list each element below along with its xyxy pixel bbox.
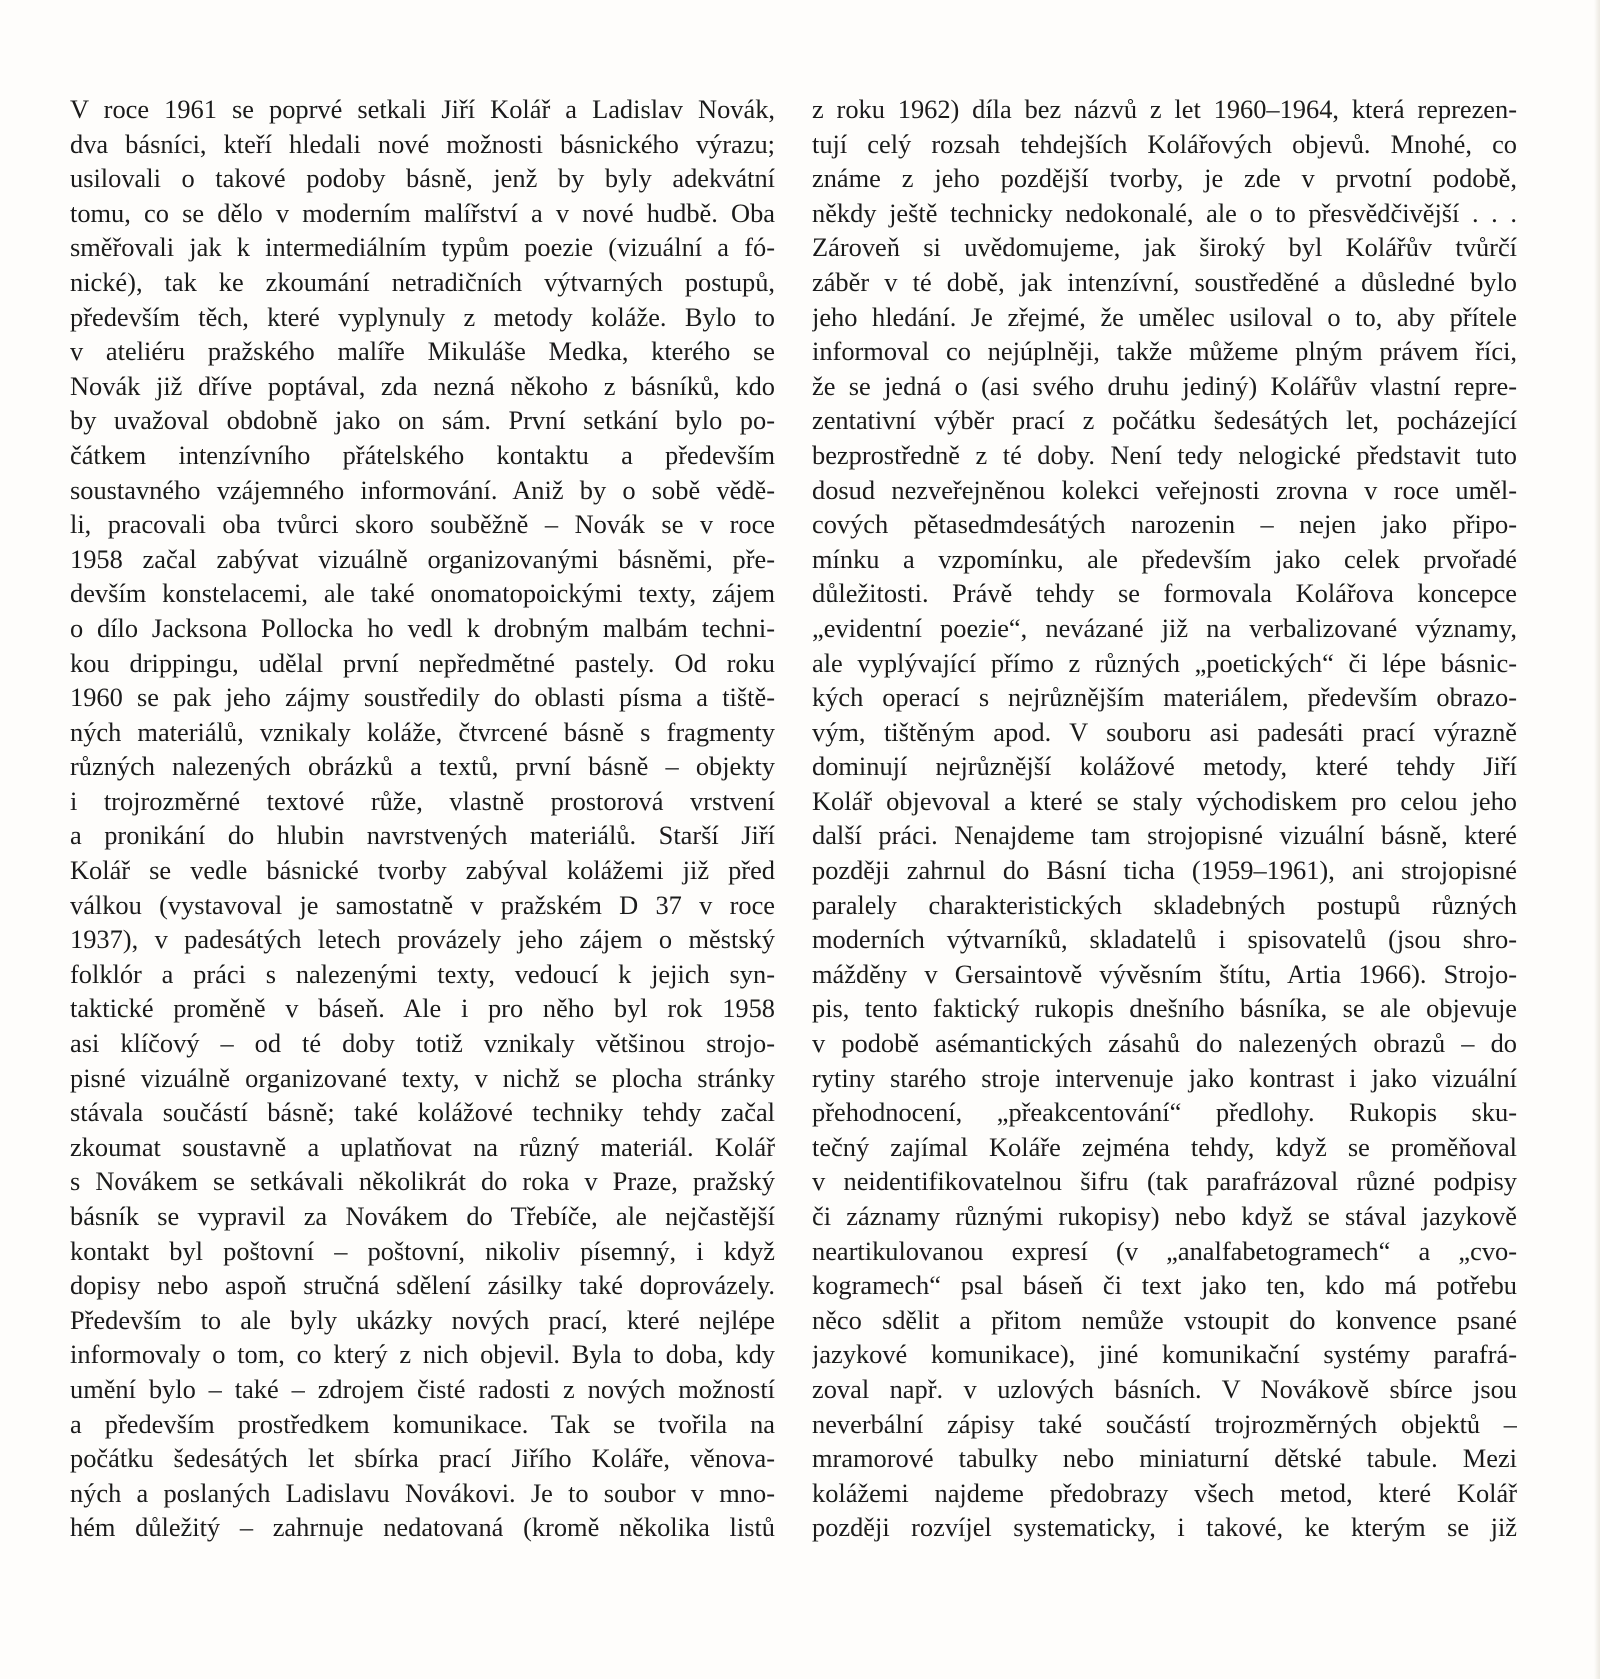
text-line: vým, tištěným apod. V souboru asi padesáti prací výrazně [812, 716, 1517, 747]
text-line: pis, tento faktický rukopis dnešního básníka, se ale objevuje [812, 993, 1517, 1024]
text-line: informovaly o tom, co který z nich objevil. Byla to doba, kdy [70, 1339, 775, 1370]
text-line: tují celý rozsah tehdejších Kolářových objevů. Mnohé, co [812, 128, 1517, 159]
text-line: Zároveň si uvědomujeme, jak široký byl Kolářův tvůrčí [812, 232, 1517, 263]
text-line: válkou (vystavoval je samostatně v pražském D 37 v roce [70, 889, 775, 920]
text-line: usilovali o takové podoby básně, jenž by byly adekvátní [70, 163, 775, 194]
text-line: „evidentní poezie“, nevázané již na verbalizované významy, [812, 612, 1517, 643]
text-line: ných materiálů, vznikaly koláže, čtvrcené básně s fragmenty [70, 716, 775, 747]
text-line: devším konstelacemi, ale také onomatopoickými texty, zájem [70, 578, 775, 609]
text-column-left [70, 92, 775, 1545]
text-line: neverbální zápisy také součástí trojrozměrných objektů – [812, 1408, 1517, 1439]
text-line: asi klíčový – od té doby totiž vznikaly většinou strojo- [70, 1028, 775, 1059]
text-line: umění bylo – také – zdrojem čisté radosti z nových možností [70, 1373, 775, 1404]
text-line: Kolář se vedle básnické tvorby zabýval kolážemi již před [70, 855, 775, 886]
text-line: dominují nejrůznější kolážové metody, které tehdy Jiří [812, 751, 1517, 782]
text-line: později zahrnul do Básní ticha (1959–1961), ani strojopisné [812, 855, 1517, 886]
page-edge-shadow [1594, 0, 1600, 1679]
text-line: nické), tak ke zkoumání netradičních výtvarných postupů, [70, 266, 775, 297]
text-line: tomu, co se dělo v moderním malířství a v nové hudbě. Oba [70, 197, 775, 228]
text-line: v podobě asémantických zásahů do nalezených obrazů – do [812, 1028, 1517, 1059]
text-line: soustavného vzájemného informování. Aniž by o sobě vědě- [70, 474, 775, 505]
text-line: li, pracovali oba tvůrci skoro souběžně – Novák se v roce [70, 509, 775, 540]
text-line: Především to ale byly ukázky nových prací, které nejlépe [70, 1304, 775, 1335]
text-line: směřovali jak k intermediálním typům poezie (vizuální a fó- [70, 232, 775, 263]
text-line: ale vyplývající přímo z různých „poetických“ či lépe básnic- [812, 647, 1517, 678]
text-line: i trojrozměrné textové růže, vlastně prostorová vrstvení [70, 785, 775, 816]
text-line: různých nalezených obrázků a textů, první básně – objekty [70, 751, 775, 782]
text-line: taktické proměně v báseň. Ale i pro něho byl rok 1958 [70, 993, 775, 1024]
text-line: hém důležitý – zahrnuje nedatovaná (kromě několika listů [70, 1512, 775, 1543]
text-line: v neidentifikovatelnou šifru (tak parafrázoval různé podpisy [812, 1166, 1517, 1197]
text-line: pisné vizuálně organizované texty, v nichž se plocha stránky [70, 1062, 775, 1093]
text-line: Novák již dříve poptával, zda nezná někoho z básníků, kdo [70, 370, 775, 401]
text-line: kou drippingu, udělal první nepředmětné pastely. Od roku [70, 647, 775, 678]
text-line: 1960 se pak jeho zájmy soustředily do oblasti písma a tiště- [70, 682, 775, 713]
text-line: cových pětasedmdesátých narozenin – nejen jako připo- [812, 509, 1517, 540]
text-line: informoval co nejúplněji, takže můžeme plným právem říci, [812, 336, 1517, 367]
text-line: později rozvíjel systematicky, i takové, ke kterým se již [812, 1512, 1517, 1543]
text-line: kolážemi najdeme předobrazy všech metod, které Kolář [812, 1477, 1517, 1508]
text-line: by uvažoval obdobně jako on sám. První setkání bylo po- [70, 405, 775, 436]
text-line: kontakt byl poštovní – poštovní, nikoliv písemný, i když [70, 1235, 775, 1266]
text-line: že se jedná o (asi svého druhu jediný) Kolářův vlastní repre- [812, 370, 1517, 401]
text-line: ných a poslaných Ladislavu Novákovi. Je to soubor v mno- [70, 1477, 775, 1508]
text-line: Kolář objevoval a které se staly východiskem pro celou jeho [812, 785, 1517, 816]
text-line: záběr v té době, jak intenzívní, soustředěné a důsledné bylo [812, 266, 1517, 297]
text-line: paralely charakteristických skladebných postupů různých [812, 889, 1517, 920]
text-line: básník se vypravil za Novákem do Třebíče, ale nejčastější [70, 1201, 775, 1231]
text-line: tečný zajímal Koláře zejména tehdy, když se proměňoval [812, 1131, 1517, 1162]
text-line: z roku 1962) díla bez názvů z let 1960–1964, která reprezen- [812, 94, 1517, 124]
text-line: zkoumat soustavně a uplatňovat na různý materiál. Kolář [70, 1131, 775, 1162]
text-column-right [812, 92, 1517, 1545]
text-line: známe z jeho pozdější tvorby, je zde v prvotní podobě, [812, 163, 1517, 194]
text-line: dosud nezveřejněnou kolekci veřejnosti zrovna v roce uměl- [812, 474, 1517, 505]
text-line: stávala součástí básně; také kolážové techniky tehdy začal [70, 1097, 775, 1128]
text-line: folklór a práci s nalezenými texty, vedoucí k jejich syn- [70, 958, 775, 989]
text-line: dopisy nebo aspoň stručná sdělení zásilky také doprovázely. [70, 1270, 775, 1301]
text-line: něco sdělit a přitom nemůže vstoupit do konvence psané [812, 1304, 1517, 1335]
text-line: či záznamy různými rukopisy) nebo když se stával jazykově [812, 1201, 1517, 1231]
text-line: dva básníci, kteří hledali nové možnosti básnického výrazu; [70, 128, 775, 159]
text-line: zentativní výběr prací z počátku šedesátých let, pocházející [812, 405, 1517, 436]
text-line: mážděny v Gersaintově vývěsním štítu, Artia 1966). Strojo- [812, 958, 1517, 989]
text-line: další práci. Nenajdeme tam strojopisné vizuální básně, které [812, 820, 1517, 851]
text-line: zoval např. v uzlových básních. V Novákově sbírce jsou [812, 1373, 1517, 1404]
text-line: s Novákem se setkávali několikrát do roka v Praze, pražský [70, 1166, 775, 1197]
text-line: moderních výtvarníků, skladatelů i spisovatelů (jsou shro- [812, 924, 1517, 955]
text-line: kých operací s nejrůznějším materiálem, především obrazo- [812, 682, 1517, 713]
text-line: počátku šedesátých let sbírka prací Jiřího Koláře, věnova- [70, 1443, 775, 1474]
text-line: čátkem intenzívního přátelského kontaktu a především [70, 439, 775, 470]
text-line: jeho hledání. Je zřejmé, že umělec usiloval o to, aby přítele [812, 301, 1517, 332]
text-line: a především prostředkem komunikace. Tak se tvořila na [70, 1408, 775, 1439]
text-line: v ateliéru pražského malíře Mikuláše Medka, kterého se [70, 336, 775, 367]
text-line: jazykové komunikace), jiné komunikační systémy parafrá- [812, 1339, 1517, 1370]
text-line: V roce 1961 se poprvé setkali Jiří Kolář a Ladislav Novák, [70, 94, 775, 124]
text-line: o dílo Jacksona Pollocka ho vedl k drobným malbám techni- [70, 612, 775, 643]
text-line: bezprostředně z té doby. Není tedy nelogické představit tuto [812, 439, 1517, 470]
text-line: někdy ještě technicky nedokonalé, ale o to přesvědčivější . . . [812, 197, 1517, 228]
text-line: a pronikání do hlubin navrstvených materiálů. Starší Jiří [70, 820, 775, 851]
text-line: především těch, které vyplynuly z metody koláže. Bylo to [70, 301, 775, 332]
text-line: kogramech“ psal báseň či text jako ten, kdo má potřebu [812, 1270, 1517, 1301]
text-line: důležitosti. Právě tehdy se formovala Kolářova koncepce [812, 578, 1517, 609]
text-line: přehodnocení, „přeakcentování“ předlohy. Rukopis sku- [812, 1097, 1517, 1128]
text-line: rytiny starého stroje intervenuje jako kontrast i jako vizuální [812, 1062, 1517, 1093]
text-line: 1937), v padesátých letech provázely jeho zájem o městský [70, 924, 775, 955]
text-line: mramorové tabulky nebo miniaturní dětské tabule. Mezi [812, 1443, 1517, 1474]
text-line: neartikulovanou expresí (v „analfabetogramech“ a „cvo- [812, 1235, 1517, 1266]
text-line: mínku a vzpomínku, ale především jako celek prvořadé [812, 543, 1517, 574]
text-line: 1958 začal zabývat vizuálně organizovanými básněmi, pře- [70, 543, 775, 574]
